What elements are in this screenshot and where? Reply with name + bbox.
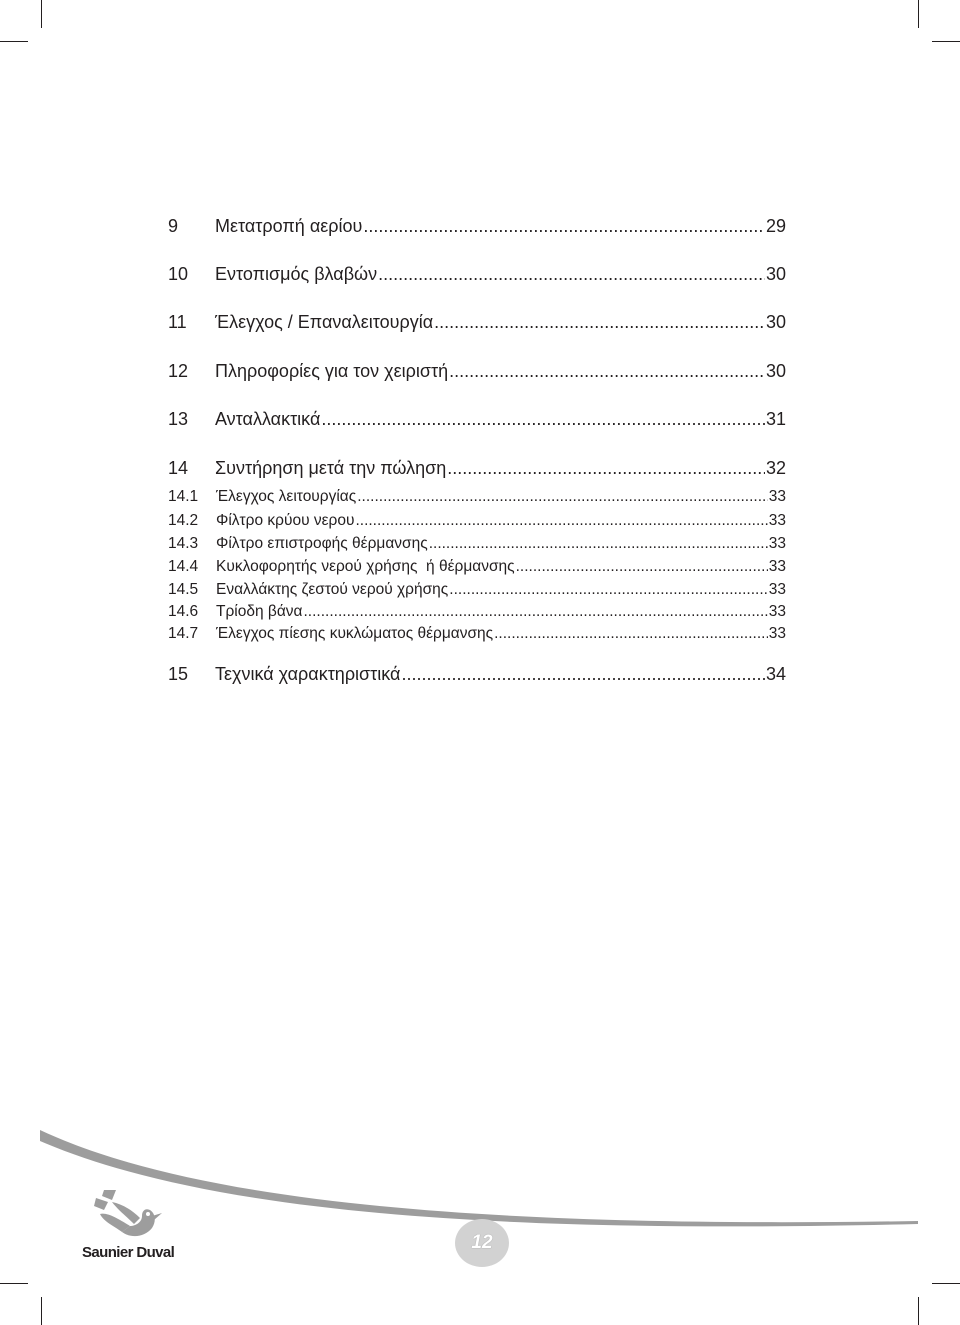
toc-entry-number: 14.3 <box>168 535 199 552</box>
toc-entry-title: Εντοπισμός βλαβών <box>215 264 378 284</box>
toc-entry-page: 31 <box>765 409 786 429</box>
toc-entry-title: Ανταλλακτικά <box>215 409 321 429</box>
toc-entry-title: Πληροφορίες για τον χειριστή <box>215 361 449 381</box>
toc-entry-number: 12 <box>168 361 189 381</box>
toc-entry-title: Έλεγχος / Επαναλειτουργία <box>215 312 434 332</box>
toc-entry-title: Εναλλάκτης ζεστού νερού χρήσης <box>216 581 449 598</box>
page-number: 12 <box>471 1232 493 1253</box>
toc-entry-number: 13 <box>168 409 189 429</box>
toc-entry-page: 33 <box>768 558 786 575</box>
toc-entry-number: 14.2 <box>168 512 199 529</box>
brand-name: Saunier Duval <box>82 1244 175 1261</box>
toc-entry-title: Έλεγχος πίεσης κυκλώματος θέρμανσης <box>216 625 494 642</box>
toc-entry-number: 14.6 <box>168 603 199 620</box>
toc-entry-page: 29 <box>765 216 786 236</box>
toc-entry-page: 34 <box>765 664 786 684</box>
toc-entry-number: 14 <box>168 458 189 478</box>
toc-entry-page: 30 <box>765 361 786 381</box>
toc-entry-number: 14.4 <box>168 558 199 575</box>
toc-entry-number: 14.1 <box>168 488 199 505</box>
toc-entry-page: 33 <box>768 603 786 620</box>
toc-entry-title: Κυκλοφορητής νερού χρήσης ή θέρμανσης <box>216 558 515 575</box>
page-number-badge <box>455 1219 509 1267</box>
toc-entry-page: 30 <box>765 264 786 284</box>
toc-entry-number: 11 <box>168 312 187 332</box>
toc-entry-number: 14.7 <box>168 625 199 642</box>
toc-entry-page: 33 <box>768 581 786 598</box>
toc-entry-title: Τρίοδη βάνα <box>216 603 303 620</box>
toc-entry-number: 14.5 <box>168 581 199 598</box>
toc-entry-title: Τεχνικά χαρακτηριστικά <box>215 664 401 684</box>
toc-entry-title: Φίλτρο κρύου νερου <box>216 512 355 529</box>
toc-entry-title: Έλεγχος λειτουργίας <box>216 488 357 505</box>
toc-entry-number: 9 <box>168 216 179 236</box>
toc-entry-title: Μετατροπή αερίου <box>215 216 363 236</box>
toc-entry-title: Συντήρηση μετά την πώληση <box>215 458 447 478</box>
toc-entry-page: 33 <box>768 625 786 642</box>
toc-entry-page: 32 <box>765 458 786 478</box>
toc-entry-number: 15 <box>168 664 189 684</box>
toc-entry-page: 30 <box>765 312 786 332</box>
toc-entry-title: Φίλτρο επιστροφής θέρμανσης <box>216 535 428 552</box>
toc-entry-page: 33 <box>768 488 786 505</box>
toc-entry-page: 33 <box>768 535 786 552</box>
toc-entry-number: 10 <box>168 264 189 284</box>
toc-entry-page: 33 <box>768 512 786 529</box>
